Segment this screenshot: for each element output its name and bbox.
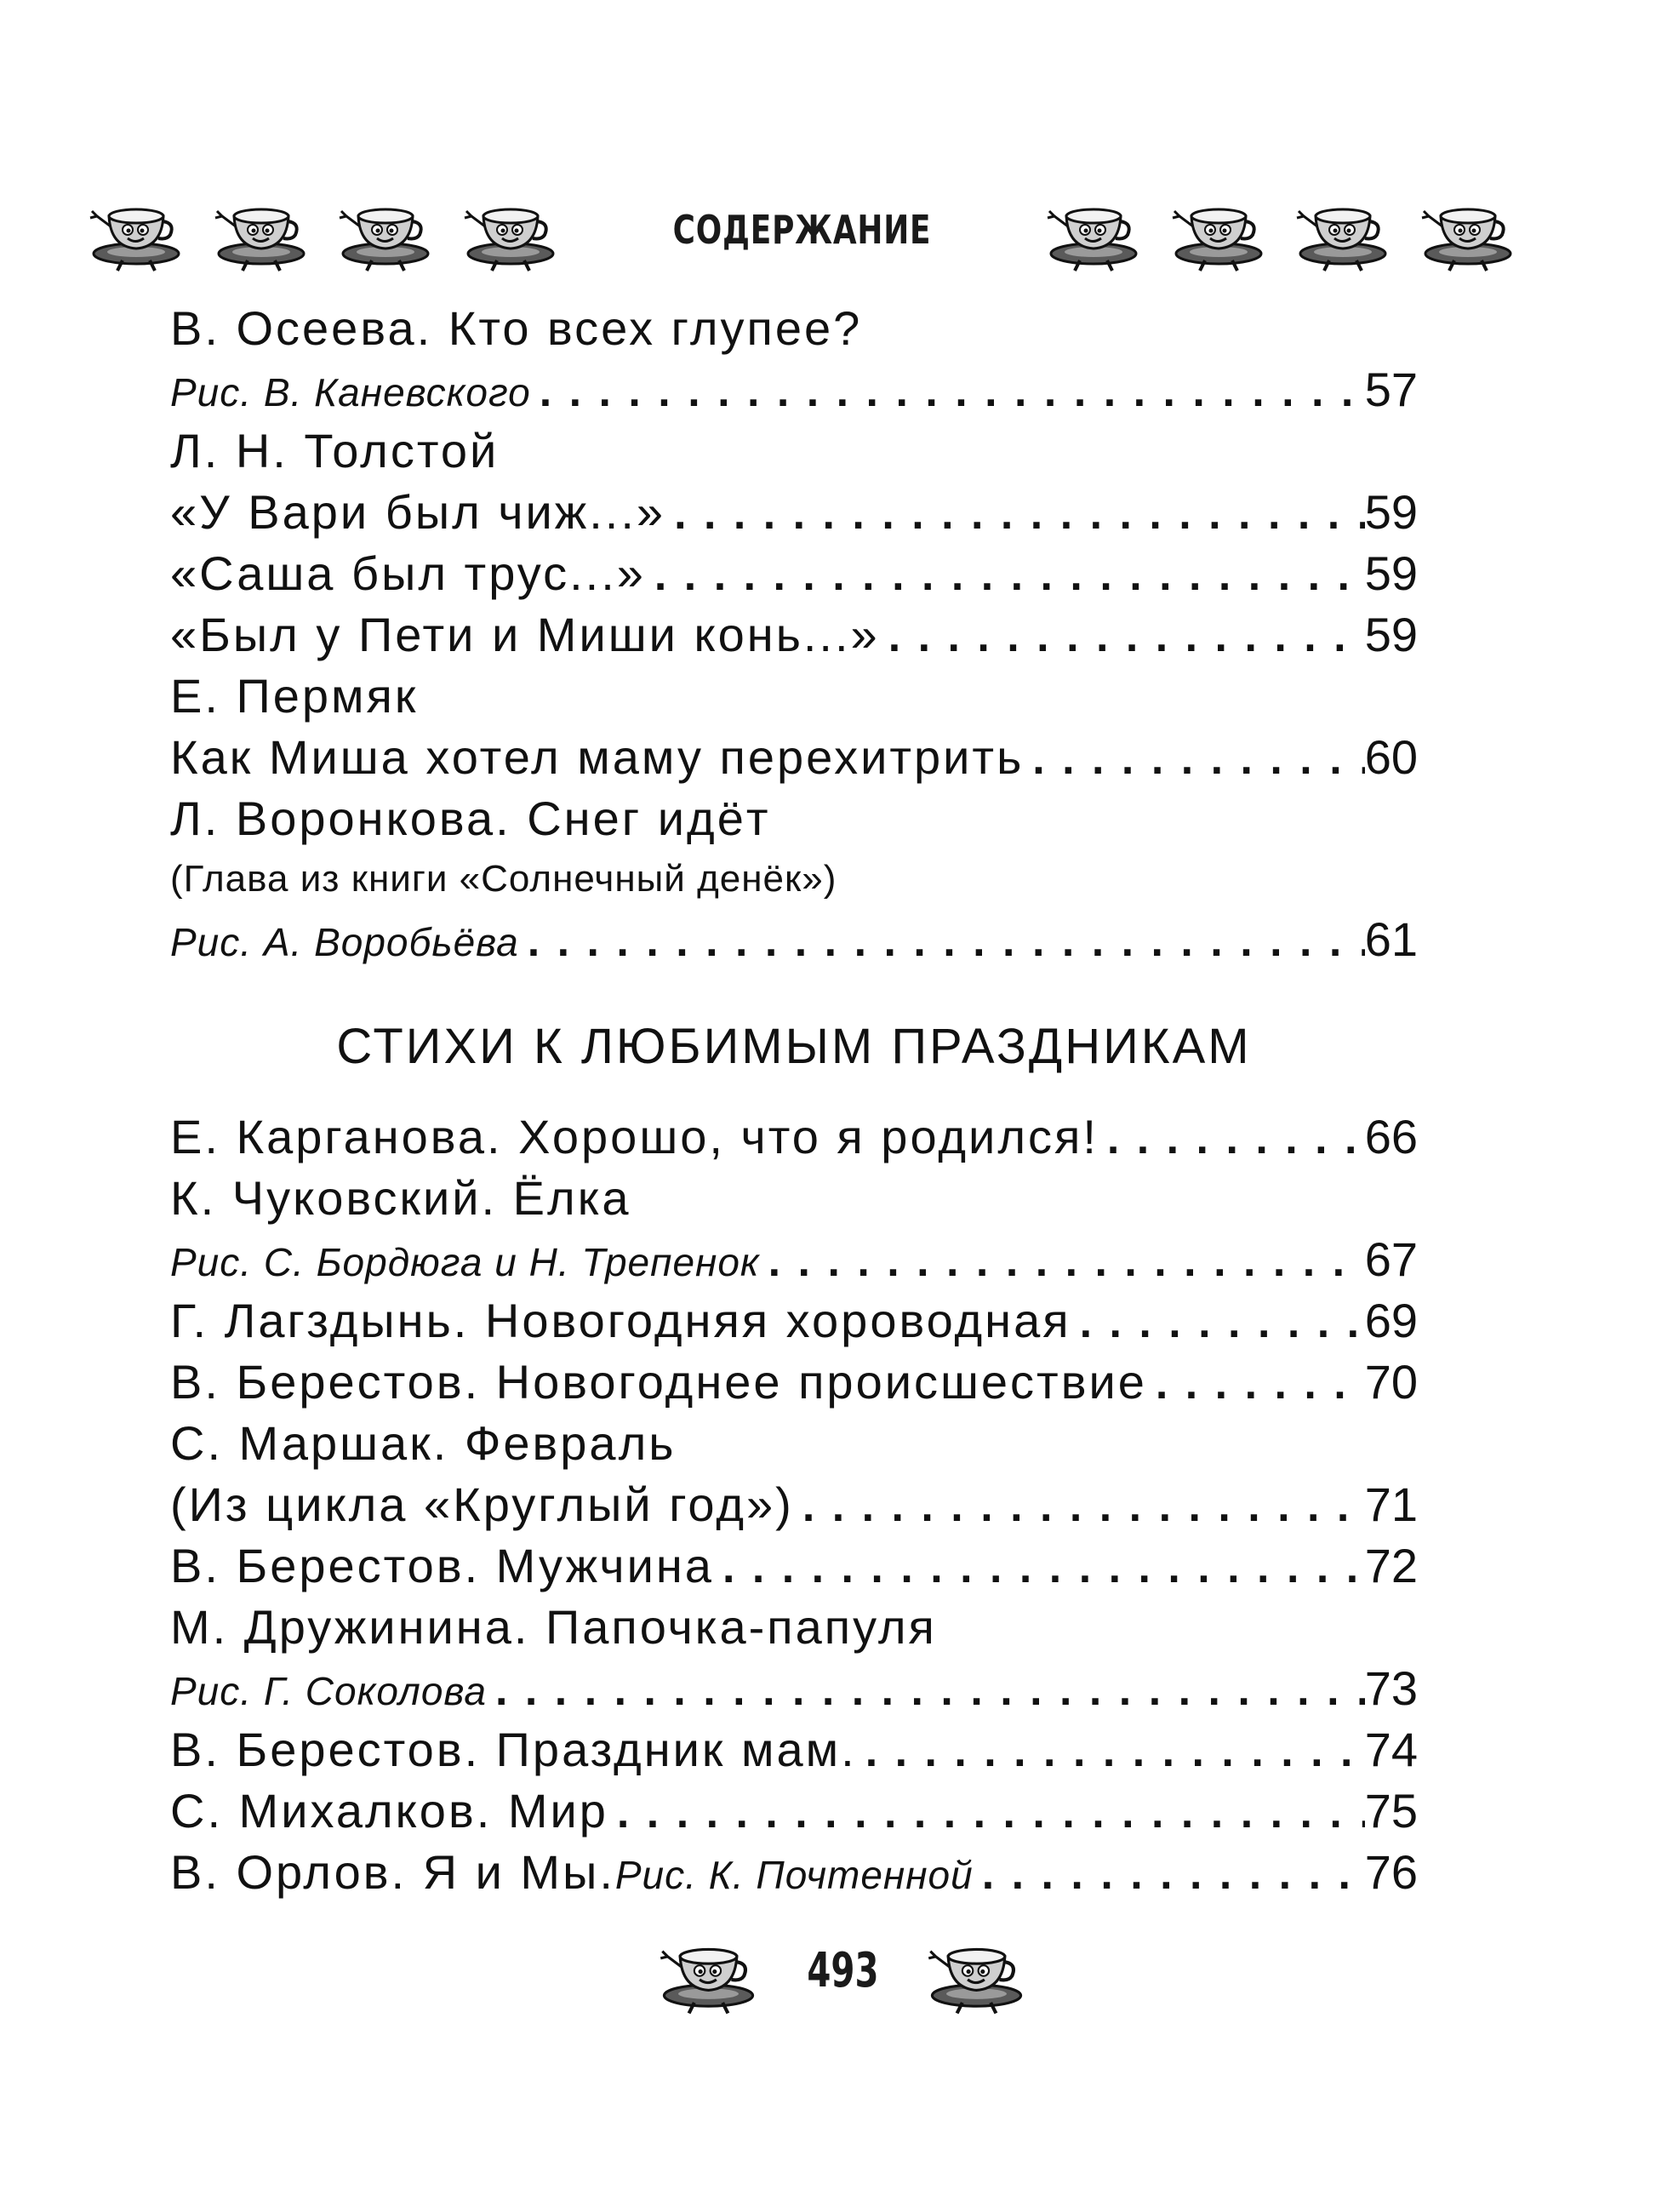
toc-entry-page: 59 [1364,546,1418,600]
toc-entry-page: 76 [1364,1845,1418,1899]
toc-entry [170,1229,1418,1290]
toc-entry-illustrator: Рис. А. Воробьёва [170,920,519,964]
dancing-teacup-icon [1292,187,1394,272]
toc-entry [170,1780,1418,1842]
toc-entry-page: 70 [1364,1355,1418,1409]
toc-entry-leader-dots [519,909,1365,970]
toc-entry-title: (Глава из книги «Солнечный денёк») [170,858,837,900]
toc-entry-leader-dots [487,1658,1365,1719]
dancing-teacup-icon [1417,187,1519,272]
toc-entry-illustrator: Рис. С. Бордюга и Н. Трепенок [170,1240,760,1284]
dancing-teacup-icon [923,1926,1030,2015]
toc-entry-leader-dots [531,359,1365,420]
toc-entry-title: В. Осеева. Кто всех глупее? [170,301,863,355]
toc-entry-page: 67 [1364,1232,1418,1286]
toc-entry [170,482,1418,543]
toc-entry [170,666,1418,727]
toc-entry-illustrator: Рис. К. Почтенной [614,1853,974,1897]
toc-entry-title: В. Берестов. Новогоднее происшествие [170,1355,1147,1409]
toc-entry-page: 60 [1364,730,1418,784]
toc-list-bottom [170,1106,1418,1903]
toc-entry [170,727,1418,788]
header-decoration-left [85,183,562,277]
toc-entry-leader-dots [608,1780,1365,1842]
toc-entry-page: 74 [1364,1723,1418,1776]
toc-entry-page: 59 [1364,485,1418,539]
dancing-teacup-icon [85,187,187,272]
toc-entry-leader-dots [665,482,1365,543]
toc-entry [170,849,1418,909]
toc-entry-illustrator: Рис. В. Каневского [170,370,531,414]
toc-entry-page: 69 [1364,1294,1418,1347]
dancing-teacup-icon [1168,187,1270,272]
toc-entry-title: «У Вари был чиж...» [170,485,666,539]
toc-entry [170,1474,1418,1535]
toc-entry [170,1352,1418,1413]
toc-entry-leader-dots [1147,1352,1365,1413]
toc-entry-title: (Из цикла «Круглый год») [170,1478,794,1531]
toc-entry-title: Г. Лагздынь. Новогодняя хороводная [170,1294,1071,1347]
toc-entry-leader-dots [646,543,1365,604]
toc-entry [170,1658,1418,1719]
dancing-teacup-icon [460,187,562,272]
toc-entry-page: 61 [1364,912,1418,966]
toc-list-top [170,298,1418,970]
toc-entry-title: «Был у Пети и Миши конь...» [170,608,880,661]
toc-entry [170,1106,1418,1168]
toc-entry [170,1535,1418,1597]
toc-entry-page: 71 [1364,1478,1418,1531]
toc-entry [170,604,1418,666]
section-heading: СТИХИ К ЛЮБИМЫМ ПРАЗДНИКАМ [336,1019,1252,1074]
toc-entry-page: 66 [1364,1110,1418,1163]
page-footer [655,1923,1030,2017]
toc-entry-leader-dots [714,1535,1365,1597]
header-decoration-right [1042,183,1519,277]
toc-entry-leader-dots [1099,1106,1365,1168]
toc-entry-title: М. Дружинина. Папочка-папуля [170,1600,937,1654]
toc-entry-leader-dots [760,1229,1365,1290]
toc-entry-leader-dots [974,1842,1365,1903]
toc-entry [170,420,1418,482]
toc-entry-title: Е. Пермяк [170,669,419,723]
toc-entry-page: 59 [1364,608,1418,661]
toc-entry [170,1842,1418,1903]
toc-entry [170,909,1418,970]
toc-entry-page: 75 [1364,1784,1418,1838]
toc-entry [170,298,1418,359]
toc-entry-page: 57 [1364,363,1418,416]
toc-entry [170,1597,1418,1658]
toc-entry-title: Е. Карганова. Хорошо, что я родился! [170,1110,1099,1163]
toc-entry-leader-dots [857,1719,1365,1780]
page-number: 493 [806,1942,879,1998]
toc-entry-title: К. Чуковский. Ёлка [170,1171,631,1225]
dancing-teacup-icon [1042,187,1145,272]
toc-entry-title: Л. Н. Толстой [170,424,500,477]
toc-entry-title: В. Берестов. Мужчина [170,1539,714,1592]
dancing-teacup-icon [334,187,437,272]
toc-entry-leader-dots [1071,1290,1365,1352]
toc-entry-leader-dots [880,604,1365,666]
toc-entry [170,788,1418,849]
toc-entry [170,543,1418,604]
toc-entry [170,1168,1418,1229]
dancing-teacup-icon [210,187,312,272]
toc-entry-title: «Саша был трус...» [170,546,646,600]
toc-entry-title: С. Маршак. Февраль [170,1416,677,1470]
table-of-contents [170,298,1418,1903]
toc-entry-illustrator: Рис. Г. Соколова [170,1669,488,1713]
toc-entry-leader-dots [1024,727,1364,788]
toc-entry [170,1413,1418,1474]
toc-entry-title: С. Михалков. Мир [170,1784,608,1838]
toc-entry-title: В. Орлов. Я и Мы. [170,1845,615,1899]
toc-entry-title: Как Миша хотел маму перехитрить [170,730,1025,784]
toc-entry [170,1290,1418,1352]
page-title: СОДЕРЖАНИЕ [672,207,932,253]
dancing-teacup-icon [655,1926,762,2015]
toc-entry-title: Л. Воронкова. Снег идёт [170,792,771,845]
toc-entry [170,359,1418,420]
toc-entry-page: 72 [1364,1539,1418,1592]
toc-entry [170,1719,1418,1780]
toc-entry-title: В. Берестов. Праздник мам. [170,1723,857,1776]
page-header [0,183,1679,277]
toc-entry-page: 73 [1364,1661,1418,1715]
toc-entry-leader-dots [794,1474,1365,1535]
